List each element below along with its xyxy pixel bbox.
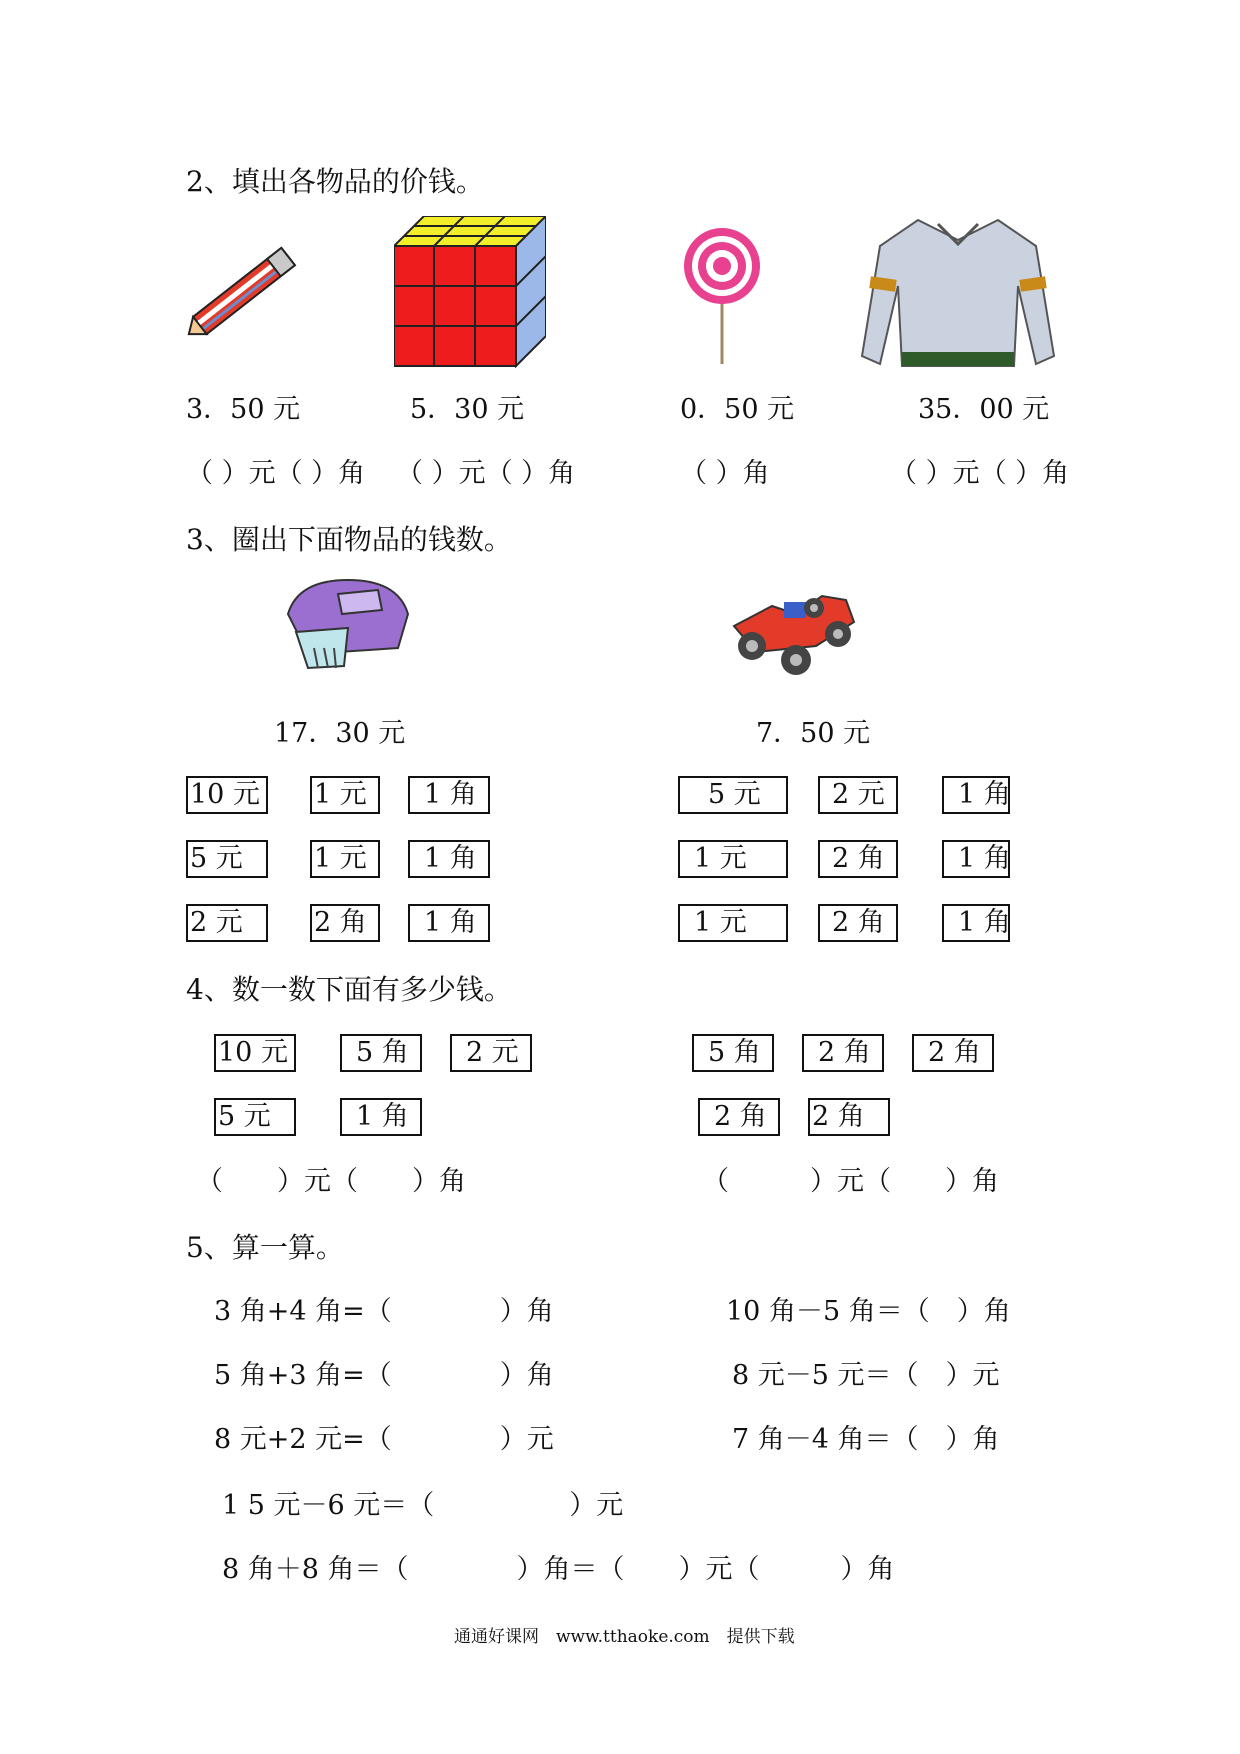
q2-title: 2、填出各物品的价钱。: [186, 165, 484, 198]
equation[interactable]: 7 角－4 角＝（ ）角: [732, 1424, 1000, 1455]
equation[interactable]: 5 角+3 角=（ ）角: [214, 1360, 554, 1391]
equation[interactable]: 10 角－5 角＝（ ）角: [726, 1296, 1011, 1327]
q4-answer-left[interactable]: （ ）元（ ）角: [196, 1166, 466, 1197]
coin-box: 2 元: [450, 1034, 532, 1072]
coin-box[interactable]: 2 角: [818, 840, 898, 878]
coin-box: 2 角: [912, 1034, 994, 1072]
q5-title: 5、算一算。: [186, 1231, 344, 1264]
coin-box[interactable]: 1 角: [408, 776, 490, 814]
coin-box: 2 角: [802, 1034, 884, 1072]
equation[interactable]: 8 元+2 元=（ ）元: [214, 1424, 554, 1455]
coin-box[interactable]: 1 元: [310, 776, 380, 814]
lollipop-icon: [680, 226, 764, 366]
coin-box: 5 元: [214, 1098, 296, 1136]
answer-pencil[interactable]: （ ）元（ ）角: [186, 458, 366, 489]
equation[interactable]: 8 角＋8 角＝（ ）角＝（ ）元（ ）角: [222, 1554, 895, 1585]
coin-box[interactable]: 1 元: [678, 904, 788, 942]
coin-box: 5 角: [340, 1034, 422, 1072]
coin-box[interactable]: 2 元: [186, 904, 268, 942]
coin-box[interactable]: 1 元: [310, 840, 380, 878]
answer-sweater[interactable]: （ ）元（ ）角: [890, 458, 1070, 489]
coin-box: 5 角: [692, 1034, 774, 1072]
equation[interactable]: 3 角+4 角=（ ）角: [214, 1296, 554, 1327]
pencil-icon: [186, 236, 302, 346]
coin-box[interactable]: 5 元: [678, 776, 788, 814]
coin-box[interactable]: 1 角: [942, 840, 1010, 878]
coin-box: 2 角: [808, 1098, 890, 1136]
answer-lollipop[interactable]: （ ）角: [680, 458, 770, 489]
answer-cube[interactable]: （ ）元（ ）角: [396, 458, 576, 489]
toy-car-icon: [726, 586, 862, 682]
q4-title: 4、数一数下面有多少钱。: [186, 973, 512, 1006]
price-lollipop: 0．50 元: [680, 394, 795, 425]
rubiks-cube-icon: [394, 216, 546, 368]
coin-box[interactable]: 5 元: [186, 840, 268, 878]
sweater-icon: [858, 216, 1058, 376]
equation[interactable]: 8 元－5 元＝（ ）元: [732, 1360, 1000, 1391]
coin-box[interactable]: 1 元: [678, 840, 788, 878]
equation[interactable]: 1 5 元－6 元＝（ ）元: [222, 1490, 624, 1521]
price-backpack: 17．30 元: [274, 718, 406, 749]
q4-answer-right[interactable]: （ ）元（ ）角: [702, 1166, 999, 1197]
coin-box[interactable]: 2 角: [310, 904, 380, 942]
price-toy-car: 7．50 元: [756, 718, 871, 749]
coin-box: 1 角: [340, 1098, 422, 1136]
coin-box[interactable]: 1 角: [408, 840, 490, 878]
coin-box[interactable]: 1 角: [942, 904, 1010, 942]
backpack-icon: [278, 574, 418, 674]
coin-box[interactable]: 1 角: [942, 776, 1010, 814]
q3-title: 3、圈出下面物品的钱数。: [186, 523, 512, 556]
coin-box[interactable]: 2 元: [818, 776, 898, 814]
price-sweater: 35．00 元: [918, 394, 1050, 425]
coin-box[interactable]: 2 角: [818, 904, 898, 942]
price-cube: 5．30 元: [410, 394, 525, 425]
price-pencil: 3．50 元: [186, 394, 301, 425]
footer-credit: 通通好课网 www.tthaoke.com 提供下载: [454, 1627, 795, 1647]
coin-box: 2 角: [698, 1098, 780, 1136]
coin-box[interactable]: 10 元: [186, 776, 268, 814]
coin-box[interactable]: 1 角: [408, 904, 490, 942]
coin-box: 10 元: [214, 1034, 296, 1072]
